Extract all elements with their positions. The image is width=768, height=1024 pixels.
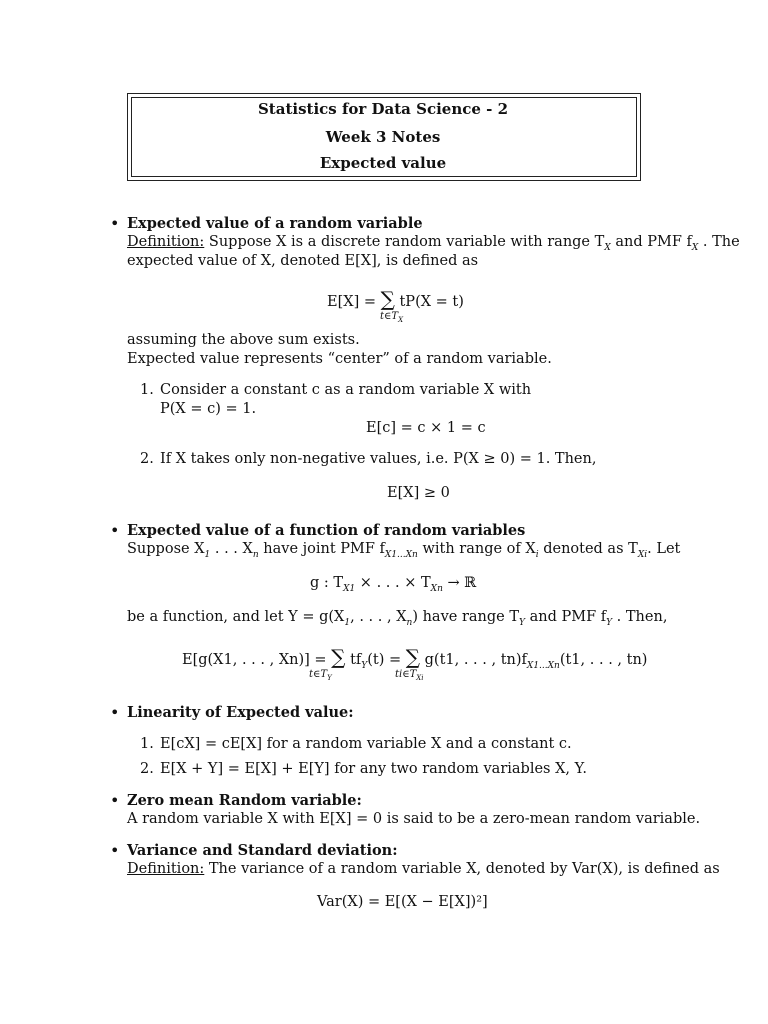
section-heading-zero-mean: Zero mean Random variable: [127,792,362,809]
week-title: Week 3 Notes [325,128,441,146]
text-sum-exists: assuming the above sum exists. [127,332,360,348]
definition-line-2: expected value of X, denoted E[X], is defined as [127,253,479,269]
section-heading-linearity: Linearity of Expected value: [127,704,354,721]
sum-subscript: $t\in T_X$ [380,311,404,324]
summation-symbol: ∑ [380,287,395,311]
definition-label: Definition: [127,234,205,250]
topic-title: Expected value [319,154,447,172]
list-item-constant-cont: P(X = c) = 1. [160,401,257,417]
sum-subscript: $ti\in T_{Xi}$ [395,669,424,682]
section-heading-function: Expected value of a function of random variables [127,522,526,539]
section-heading-expected-value: Expected value of a random variable [127,215,423,232]
bullet-1: • [110,214,120,233]
definition-line-1: Definition: Suppose X is a discrete random variable with range $T_X$ and PMF $f_X$ . The [127,234,740,253]
function-line-1: Suppose $X_1$ . . . $X_n$ have joint PMF $f_{X1...Xn}$ with range of $X_i$ denoted as $T_{Xi}$. Let [127,541,681,560]
zero-mean-text: A random variable X with E[X] = 0 is said to be a zero-mean random variable. [127,811,701,827]
bullet-2: • [110,521,120,540]
function-line-2: be a function, and let $Y = g(X_1$, . . . , $X_n$) have range $T_Y$ and PMF $f_Y$ . Then, [127,609,668,628]
summation-symbol: ∑ [331,645,346,669]
text-center: Expected value represents “center” of a random variable. [127,351,552,367]
summation-symbol: ∑ [405,645,421,669]
variance-equation: Var(X) = E[(X − E[X])²] [317,894,488,910]
list-item-constant: Consider a constant c as a random variable X with [160,382,532,398]
nonnegative-equation: E[X] ≥ 0 [387,485,450,501]
variance-definition: Definition: The variance of a random variable X, denoted by Var(X), is defined as [127,861,720,877]
list-number: 1. [140,736,154,752]
list-number: 1. [140,382,154,398]
list-number: 2. [140,761,154,777]
section-heading-variance: Variance and Standard deviation: [127,842,398,859]
list-number: 2. [140,451,154,467]
list-item-nonnegative: If X takes only non-negative values, i.e. P(X ≥ 0) = 1. Then, [160,451,597,467]
bullet-5: • [110,841,120,860]
sum-subscript: $t\in T_Y$ [309,669,332,682]
function-domain-equation: g : $T_{X1}$ × . . . × $T_{Xn}$ → ℝ [310,575,477,594]
linearity-item-1: E[cX] = cE[X] for a random variable X and a constant c. [160,736,572,752]
function-expectation-equation: E[g(X1, . . . , Xn)] = ∑ $tf_Y(t)$ = ∑ g(t1, . . . , $tn)f_{X1...Xn}(t1$, . . . , tn) [182,645,648,671]
expected-value-equation: E[X] = ∑ tP(X = t) [327,287,464,311]
bullet-4: • [110,791,120,810]
constant-equation: E[c] = c × 1 = c [366,420,486,436]
linearity-item-2: E[X + Y] = E[X] + E[Y] for any two random variables X, Y. [160,761,587,777]
bullet-3: • [110,703,120,722]
course-title: Statistics for Data Science - 2 [257,100,509,118]
definition-label: Definition: [127,861,205,877]
